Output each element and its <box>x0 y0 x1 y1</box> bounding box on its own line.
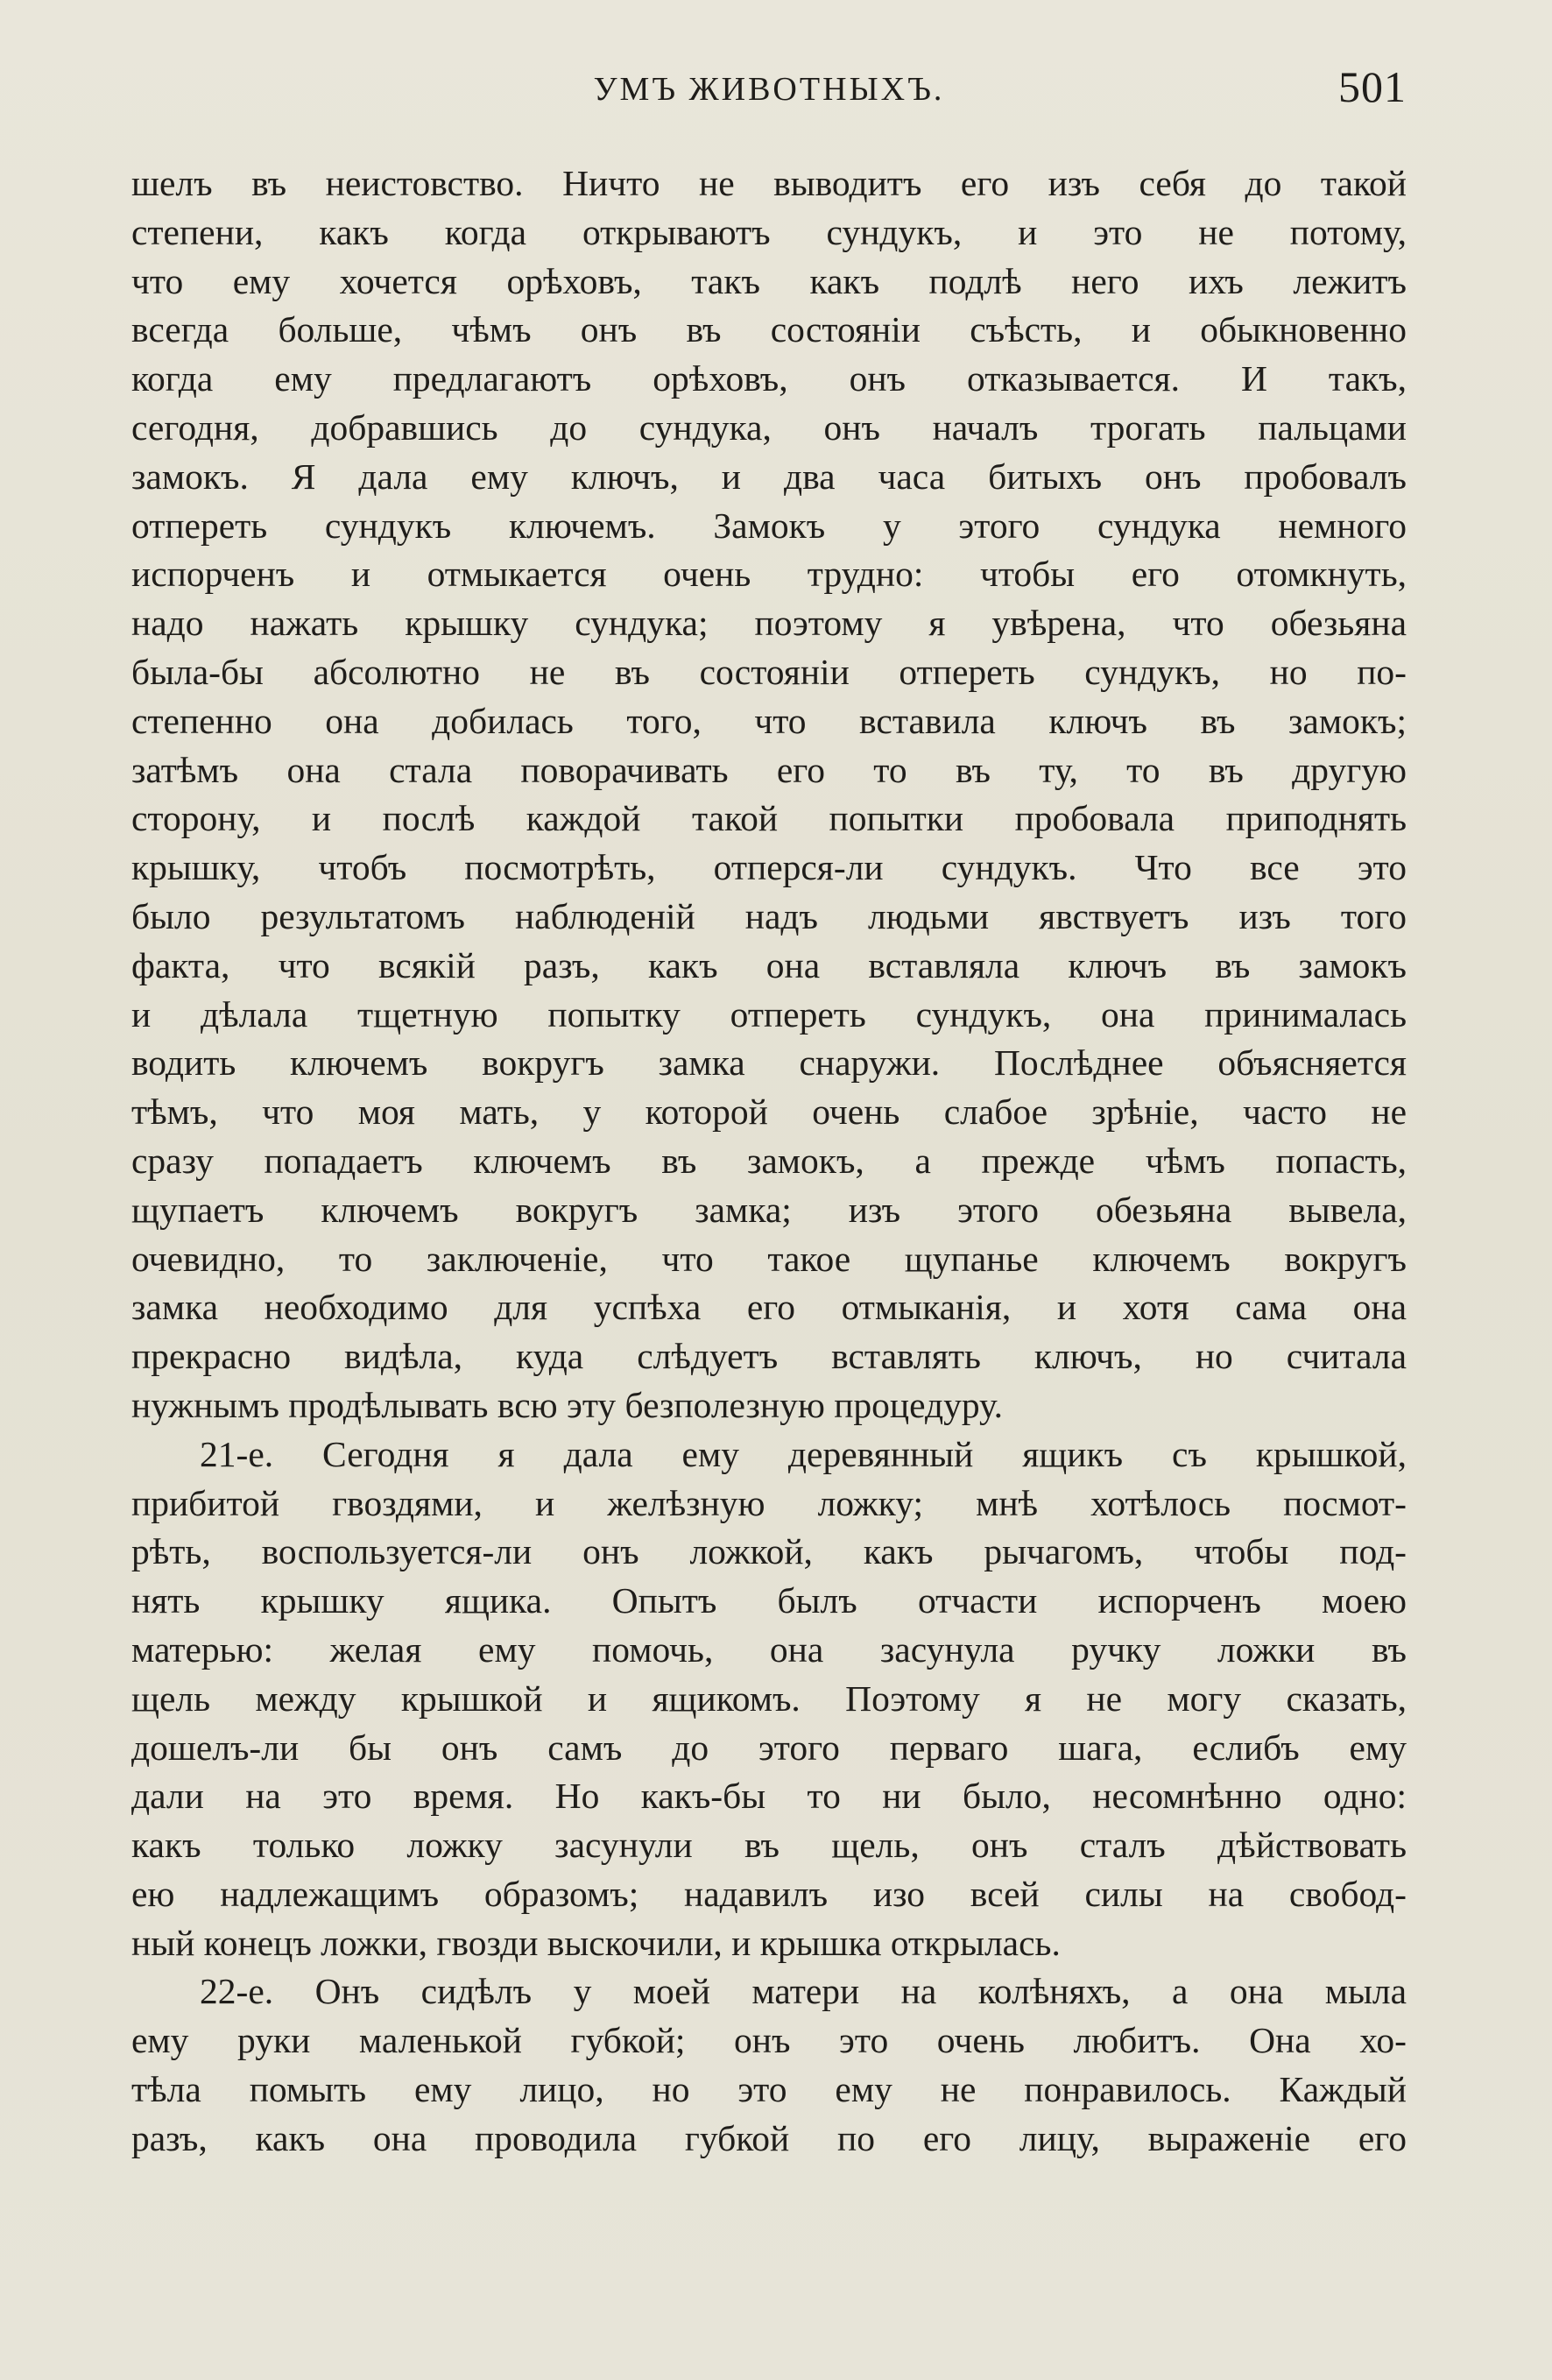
text-line: ему руки маленькой губкой; онъ это очень любитъ. Она хо- <box>131 2020 1407 2061</box>
text-line: тѣмъ, что моя мать, у которой очень слабое зрѣніе, часто не <box>131 1091 1407 1133</box>
text-line: отпереть сундукъ ключемъ. Замокъ у этого сундука немного <box>131 505 1407 546</box>
text-line: что ему хочется орѣховъ, такъ какъ подлѣ него ихъ лежитъ <box>131 260 1407 301</box>
text-line: нять крышку ящика. Опытъ былъ отчасти испорченъ моею <box>131 1580 1407 1621</box>
text-line: факта, что всякій разъ, какъ она вставляла ключъ въ замокъ <box>131 944 1407 985</box>
text-line: сразу попадаетъ ключемъ въ замокъ, а прежде чѣмъ попасть, <box>131 1140 1407 1181</box>
text-line: замокъ. Я дала ему ключъ, и два часа битыхъ онъ пробовалъ <box>131 456 1407 497</box>
text-line: прекрасно видѣла, куда слѣдуетъ вставлять ключъ, но считала <box>131 1336 1407 1377</box>
text-line: 22-е. Онъ сидѣлъ у моей матери на колѣняхъ, а она мыла <box>200 1971 1407 2012</box>
text-line: нужнымъ продѣлывать всю эту безполезную процедуру. <box>131 1384 1004 1425</box>
paragraph-2 <box>131 1430 1407 1968</box>
text-line: ею надлежащимъ образомъ; надавилъ изо всей силы на свобод- <box>131 1873 1407 1914</box>
text-line: сторону, и послѣ каждой такой попытки пробовала приподнять <box>131 798 1407 839</box>
text-line: всегда больше, чѣмъ онъ въ состояніи съѣсть, и обыкновенно <box>131 309 1407 350</box>
text-line: водить ключемъ вокругъ замка снаружи. Послѣднее объясняется <box>131 1042 1407 1084</box>
text-line: степенно она добилась того, что вставила ключъ въ замокъ; <box>131 700 1407 741</box>
text-line: шелъ въ неистовство. Ничто не выводитъ его изъ себя до такой <box>131 163 1407 203</box>
text-line: было результатомъ наблюденій надъ людьми явствуетъ изъ того <box>131 895 1407 936</box>
text-line: какъ только ложку засунули въ щель, онъ сталъ дѣйствовать <box>131 1825 1407 1866</box>
text-line: испорченъ и отмыкается очень трудно: чтобы его отомкнуть, <box>131 554 1407 595</box>
text-line: щель между крышкой и ящикомъ. Поэтому я не могу сказать, <box>131 1677 1407 1719</box>
text-line: дошелъ-ли бы онъ самъ до этого перваго шага, еслибъ ему <box>131 1727 1407 1768</box>
text-line: когда ему предлагаютъ орѣховъ, онъ отказывается. И такъ, <box>131 358 1407 399</box>
text-line: ный конецъ ложки, гвозди выскочили, и крышка открылась. <box>131 1922 1061 1963</box>
paragraph-1 <box>131 159 1407 1430</box>
text-line: рѣть, воспользуется-ли онъ ложкой, какъ рычагомъ, чтобы под- <box>131 1531 1407 1572</box>
text-line: степени, какъ когда открываютъ сундукъ, и это не потому, <box>131 211 1407 252</box>
text-line: была-бы абсолютно не въ состояніи отпереть сундукъ, но по- <box>131 651 1407 692</box>
text-line: дали на это время. Но какъ-бы то ни было, несомнѣнно одно: <box>131 1776 1407 1817</box>
text-line: матерью: желая ему помочь, она засунула ручку ложки въ <box>131 1628 1407 1670</box>
text-line: щупаетъ ключемъ вокругъ замка; изъ этого обезьяна вывела, <box>131 1189 1407 1230</box>
text-line: сегодня, добравшись до сундука, онъ началъ трогать пальцами <box>131 406 1407 448</box>
text-line: разъ, какъ она проводила губкой по его лицу, выраженіе его <box>131 2117 1407 2158</box>
text-line: надо нажать крышку сундука; поэтому я увѣрена, что обезьяна <box>131 603 1407 644</box>
text-line: 21-е. Сегодня я дала ему деревянный ящикъ съ крышкой, <box>200 1433 1407 1474</box>
page-header <box>131 61 1407 114</box>
text-line: и дѣлала тщетную попытку отпереть сундукъ, она принималась <box>131 993 1407 1035</box>
text-line: тѣла помыть ему лицо, но это ему не понравилось. Каждый <box>131 2069 1407 2110</box>
body-text <box>131 159 1407 2164</box>
text-line: очевидно, то заключеніе, что такое щупанье ключемъ вокругъ <box>131 1238 1407 1279</box>
text-line: крышку, чтобъ посмотрѣть, отперся-ли сундукъ. Что все это <box>131 847 1407 888</box>
text-line: прибитой гвоздями, и желѣзную ложку; мнѣ хотѣлось посмот- <box>131 1482 1407 1523</box>
paragraph-3 <box>131 1967 1407 2163</box>
page-number: 501 <box>1338 62 1407 111</box>
running-title: УМЪ ЖИВОТНЫХЪ. <box>593 71 945 108</box>
text-line: затѣмъ она стала поворачивать его то въ ту, то въ другую <box>131 749 1407 790</box>
text-line: замка необходимо для успѣха его отмыканія, и хотя сама она <box>131 1287 1407 1328</box>
